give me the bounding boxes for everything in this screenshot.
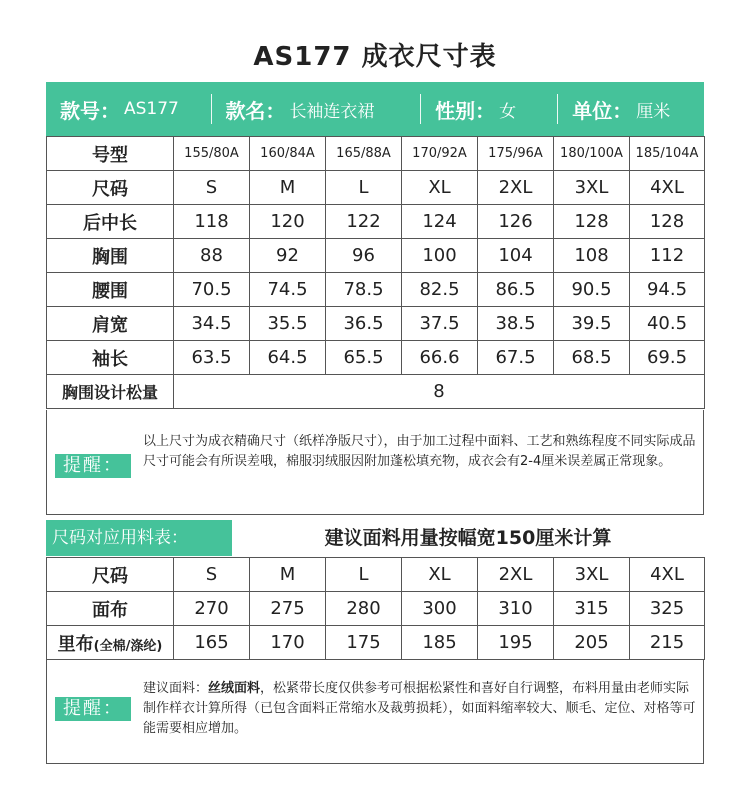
table-cell: 3XL bbox=[554, 171, 630, 205]
unit bbox=[558, 92, 704, 126]
gender bbox=[421, 92, 557, 126]
table-cell: 36.5 bbox=[326, 307, 402, 341]
row-label: 袖长 bbox=[47, 341, 174, 375]
table-cell: 120 bbox=[250, 205, 326, 239]
table-cell: 40.5 bbox=[630, 307, 705, 341]
fabric-prefix: 建议面料： bbox=[143, 681, 209, 696]
table-cell: M bbox=[250, 171, 326, 205]
table-cell: 63.5 bbox=[174, 341, 250, 375]
table-cell: 92 bbox=[250, 239, 326, 273]
table-cell: 70.5 bbox=[174, 273, 250, 307]
row-label bbox=[47, 558, 174, 592]
gender-value: 女 bbox=[499, 101, 517, 122]
table-row bbox=[47, 171, 705, 205]
reminder-text bbox=[143, 679, 699, 739]
table-row bbox=[47, 375, 705, 409]
row-label: 腰围 bbox=[47, 273, 174, 307]
table-cell: 104 bbox=[478, 239, 554, 273]
row-label-suffix: (全棉/涤纶) bbox=[93, 638, 163, 654]
table-cell: 82.5 bbox=[402, 273, 478, 307]
table-cell: 315 bbox=[554, 592, 630, 626]
product-info-bar bbox=[46, 82, 704, 136]
table-cell: 3XL bbox=[554, 558, 630, 592]
row-label-text: 面布 bbox=[92, 599, 128, 621]
style-no bbox=[46, 92, 211, 126]
table-cell: 86.5 bbox=[478, 273, 554, 307]
table-cell: 2XL bbox=[478, 171, 554, 205]
table-cell: 170 bbox=[250, 626, 326, 660]
table-cell: 280 bbox=[326, 592, 402, 626]
table-row bbox=[47, 205, 705, 239]
table-cell: 100 bbox=[402, 239, 478, 273]
row-label: 胸围 bbox=[47, 239, 174, 273]
row-label bbox=[47, 592, 174, 626]
reminder-box-1 bbox=[46, 410, 704, 515]
size-table bbox=[46, 136, 705, 409]
divider bbox=[420, 94, 421, 124]
table-cell: 35.5 bbox=[250, 307, 326, 341]
table-row bbox=[47, 592, 705, 626]
table-cell: 122 bbox=[326, 205, 402, 239]
table-cell: 118 bbox=[174, 205, 250, 239]
table-cell: 185/104A bbox=[630, 137, 705, 171]
table-cell: 4XL bbox=[630, 558, 705, 592]
row-label-text: 尺码 bbox=[92, 565, 128, 587]
style-no-value: AS177 bbox=[124, 99, 179, 119]
table-row bbox=[47, 626, 705, 660]
table-row bbox=[47, 273, 705, 307]
table-cell: 160/84A bbox=[250, 137, 326, 171]
gender-key: 性别： bbox=[435, 98, 496, 123]
row-label: 后中长 bbox=[47, 205, 174, 239]
row-label-text: 里布 bbox=[57, 633, 94, 655]
table-row bbox=[47, 341, 705, 375]
divider bbox=[557, 94, 558, 124]
table-cell: 64.5 bbox=[250, 341, 326, 375]
table-cell: L bbox=[326, 558, 402, 592]
table-cell: L bbox=[326, 171, 402, 205]
table-cell: 275 bbox=[250, 592, 326, 626]
fabric-table bbox=[46, 557, 705, 660]
table-cell: 310 bbox=[478, 592, 554, 626]
row-label: 尺码 bbox=[47, 171, 174, 205]
row-label: 号型 bbox=[47, 137, 174, 171]
table-cell: 38.5 bbox=[478, 307, 554, 341]
unit-value: 厘米 bbox=[636, 101, 671, 122]
table-cell: 78.5 bbox=[326, 273, 402, 307]
table-cell: 74.5 bbox=[250, 273, 326, 307]
table-row bbox=[47, 239, 705, 273]
style-name-value: 长袖连衣裙 bbox=[289, 101, 375, 122]
table-cell: 205 bbox=[554, 626, 630, 660]
table-cell: 66.6 bbox=[402, 341, 478, 375]
table-cell: 112 bbox=[630, 239, 705, 273]
reminder-text: 以上尺寸为成衣精确尺寸（纸样净版尺寸），由于加工过程中面料、工艺和熟练程度不同实际成品尺寸可能会有所误差哦，棉服羽绒服因附加蓬松填充物，成衣会有2-4厘米误差属正常现象。 bbox=[143, 434, 696, 469]
table-cell: 128 bbox=[630, 205, 705, 239]
unit-key: 单位： bbox=[572, 98, 633, 123]
fabric-section-label: 尺码对应用料表： bbox=[46, 520, 232, 556]
divider bbox=[211, 94, 212, 124]
fabric-section-header bbox=[46, 514, 704, 556]
table-cell: 65.5 bbox=[326, 341, 402, 375]
table-cell: 300 bbox=[402, 592, 478, 626]
table-cell: 94.5 bbox=[630, 273, 705, 307]
table-cell: 124 bbox=[402, 205, 478, 239]
table-cell: 170/92A bbox=[402, 137, 478, 171]
table-cell: 180/100A bbox=[554, 137, 630, 171]
table-cell: M bbox=[250, 558, 326, 592]
table-cell: XL bbox=[402, 171, 478, 205]
fabric-note: ，松紧带长度仅供参考可根据松紧性和喜好自行调整，布料用量由老师实际制作样衣计算所得（已包含面料正常缩水及裁剪损耗），如面料缩率较大、顺毛、定位、对格等可能需要相应增加。 bbox=[143, 681, 696, 736]
table-cell: 34.5 bbox=[174, 307, 250, 341]
page-title: AS177 成衣尺寸表 bbox=[253, 42, 497, 72]
table-cell: 2XL bbox=[478, 558, 554, 592]
table-cell: 165 bbox=[174, 626, 250, 660]
table-cell: 68.5 bbox=[554, 341, 630, 375]
reminder-label: 提醒： bbox=[55, 697, 131, 721]
table-cell: 155/80A bbox=[174, 137, 250, 171]
table-cell: 175/96A bbox=[478, 137, 554, 171]
fabric-section-heading: 建议面料用量按幅宽150厘米计算 bbox=[324, 527, 612, 549]
row-label bbox=[47, 626, 174, 660]
table-cell: 69.5 bbox=[630, 341, 705, 375]
table-cell: 126 bbox=[478, 205, 554, 239]
table-cell: 39.5 bbox=[554, 307, 630, 341]
table-row bbox=[47, 307, 705, 341]
table-cell: 67.5 bbox=[478, 341, 554, 375]
table-cell: 325 bbox=[630, 592, 705, 626]
table-cell: 96 bbox=[326, 239, 402, 273]
fabric-type: 丝绒面料 bbox=[208, 681, 261, 696]
reminder-label: 提醒： bbox=[55, 454, 131, 478]
table-cell: 108 bbox=[554, 239, 630, 273]
table-cell: 128 bbox=[554, 205, 630, 239]
row-label: 胸围设计松量 bbox=[47, 375, 174, 409]
table-cell: 8 bbox=[174, 375, 705, 409]
table-cell: 175 bbox=[326, 626, 402, 660]
table-cell: 270 bbox=[174, 592, 250, 626]
table-cell: 4XL bbox=[630, 171, 705, 205]
table-cell: 165/88A bbox=[326, 137, 402, 171]
style-name bbox=[211, 92, 420, 126]
table-cell: 185 bbox=[402, 626, 478, 660]
row-label: 肩宽 bbox=[47, 307, 174, 341]
table-row bbox=[47, 558, 705, 592]
table-cell: 195 bbox=[478, 626, 554, 660]
table-cell: S bbox=[174, 558, 250, 592]
table-cell: 88 bbox=[174, 239, 250, 273]
table-cell: 37.5 bbox=[402, 307, 478, 341]
style-no-key: 款号： bbox=[60, 98, 120, 123]
table-cell: XL bbox=[402, 558, 478, 592]
reminder-box-2 bbox=[46, 659, 704, 764]
table-cell: S bbox=[174, 171, 250, 205]
table-cell: 90.5 bbox=[554, 273, 630, 307]
style-name-key: 款名： bbox=[225, 98, 286, 123]
table-cell: 215 bbox=[630, 626, 705, 660]
table-row bbox=[47, 137, 705, 171]
